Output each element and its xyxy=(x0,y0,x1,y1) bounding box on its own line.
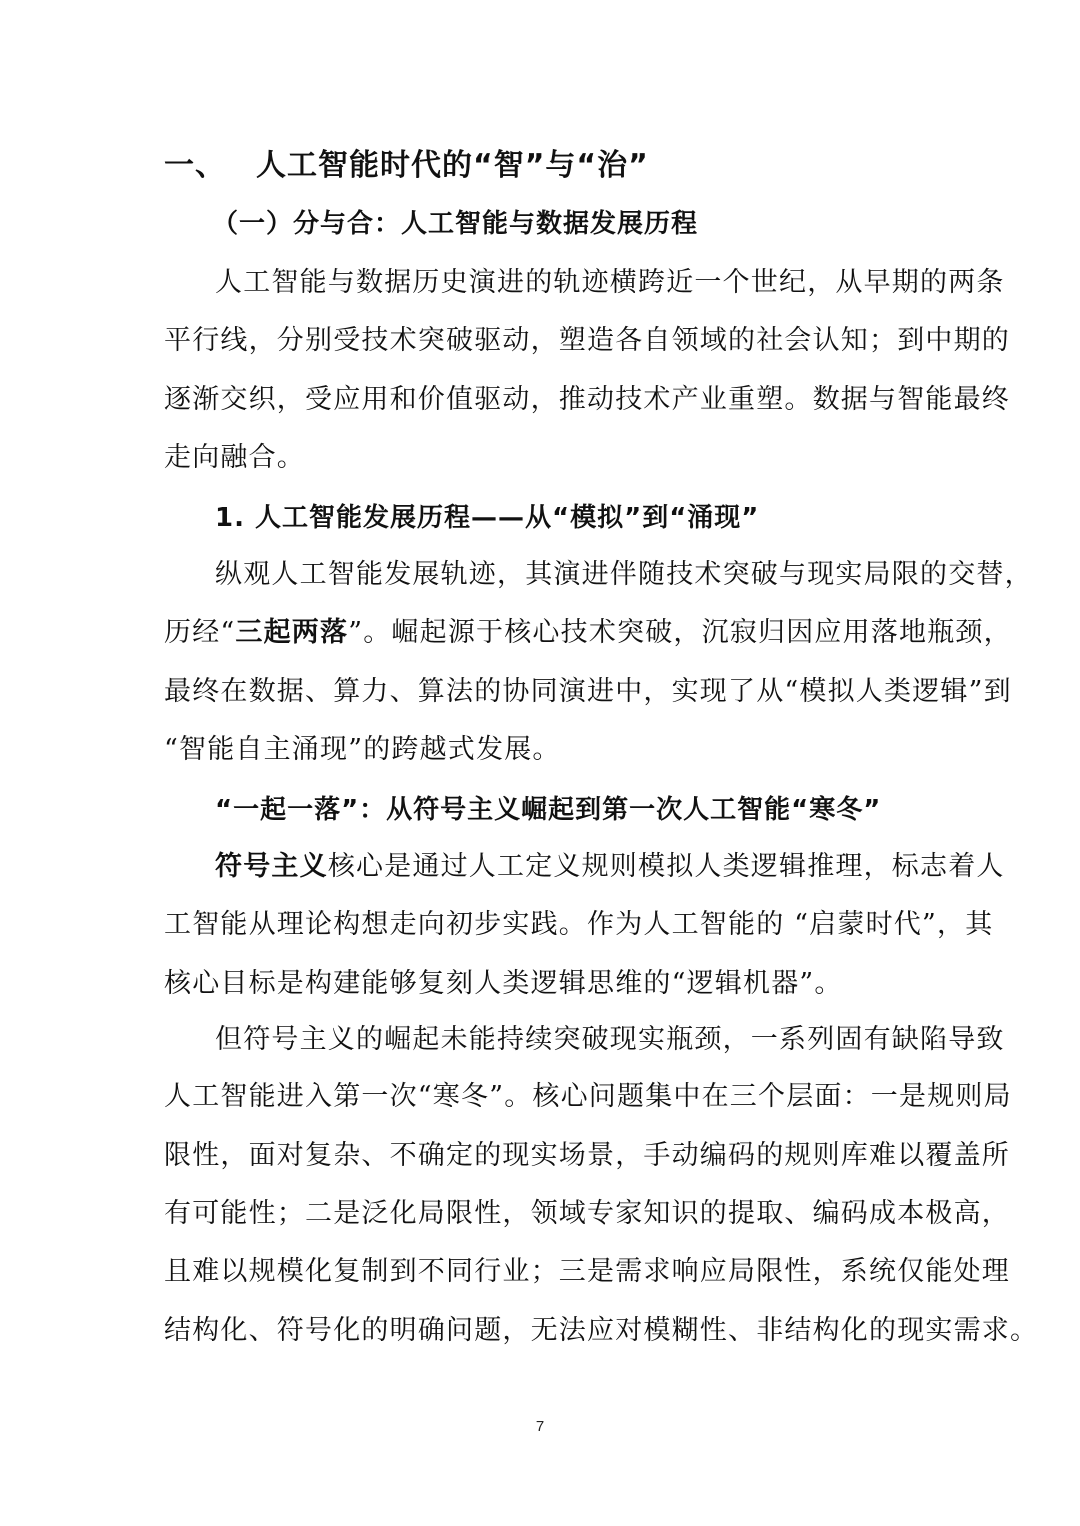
paragraph-line: 限性，面对复杂、不确定的现实场景，手动编码的规则库难以覆盖所 xyxy=(164,1140,1010,1171)
text-run: 历经“ xyxy=(164,617,236,648)
heading-level-1 xyxy=(164,146,649,186)
bold-term: 三起两落 xyxy=(235,617,349,648)
heading-level-4: “一起一落”：从符号主义崛起到第一次人工智能“寒冬” xyxy=(215,795,882,825)
paragraph-line: 平行线，分别受技术突破驱动，塑造各自领域的社会认知；到中期的 xyxy=(164,325,1010,356)
paragraph-line: 且难以规模化复制到不同行业；三是需求响应局限性，系统仅能处理 xyxy=(164,1256,1010,1287)
heading-number: 一、 xyxy=(164,148,226,183)
paragraph-line: 但符号主义的崛起未能持续突破现实瓶颈，一系列固有缺陷导致 xyxy=(215,1024,1005,1055)
heading-level-3: 1. 人工智能发展历程——从“模拟”到“涌现” xyxy=(215,503,760,533)
paragraph-line xyxy=(215,847,1005,887)
bold-term: 符号主义 xyxy=(215,851,328,882)
paragraph-line: 工智能从理论构想走向初步实践。作为人工智能的 “启蒙时代”，其 xyxy=(164,909,994,940)
paragraph-line xyxy=(164,613,1012,653)
paragraph-line: 逐渐交织，受应用和价值驱动，推动技术产业重塑。数据与智能最终 xyxy=(164,384,1010,415)
paragraph-line: 人工智能进入第一次“寒冬”。核心问题集中在三个层面：一是规则局 xyxy=(164,1081,1012,1112)
text-run: 核心是通过人工定义规则模拟人类逻辑推理，标志着人 xyxy=(327,851,1005,882)
heading-text: 人工智能时代的“智”与“治” xyxy=(256,148,649,183)
paragraph-line: “智能自主涌现”的跨越式发展。 xyxy=(164,734,561,765)
text-run: ”。崛起源于核心技术突破，沉寂归因应用落地瓶颈， xyxy=(348,617,1012,648)
paragraph-line: 结构化、符号化的明确问题，无法应对模糊性、非结构化的现实需求。 xyxy=(164,1315,1039,1346)
paragraph-line: 走向融合。 xyxy=(164,442,305,473)
paragraph-line: 有可能性；二是泛化局限性，领域专家知识的提取、编码成本极高， xyxy=(164,1198,1010,1229)
page-number: 7 xyxy=(535,1418,545,1435)
paragraph-line: 纵观人工智能发展轨迹，其演进伴随技术突破与现实局限的交替， xyxy=(215,559,1033,590)
paragraph-line: 最终在数据、算力、算法的协同演进中，实现了从“模拟人类逻辑”到 xyxy=(164,676,1012,707)
heading-level-2: （一）分与合：人工智能与数据发展历程 xyxy=(212,209,699,239)
paragraph-line: 人工智能与数据历史演进的轨迹横跨近一个世纪，从早期的两条 xyxy=(215,267,1005,298)
paragraph-line: 核心目标是构建能够复刻人类逻辑思维的“逻辑机器”。 xyxy=(164,968,843,999)
